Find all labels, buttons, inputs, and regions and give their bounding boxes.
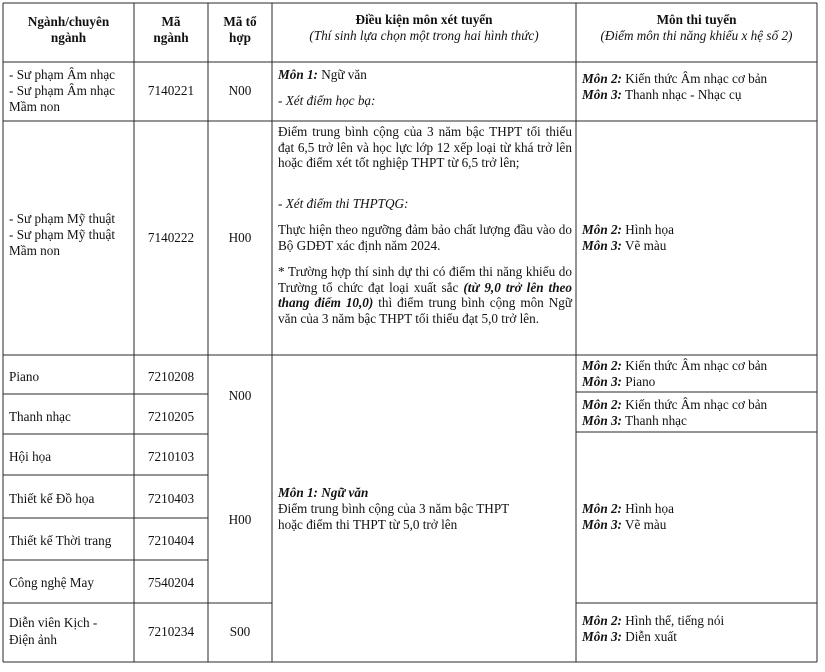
combo-h00-shared: H00	[228, 512, 252, 527]
row9-code: 7210234	[147, 624, 195, 639]
header-combo-line2: hợp	[229, 30, 251, 45]
row2-major-line2: - Sư phạm Mỹ thuật	[9, 227, 116, 242]
row1-exam3: Môn 3: Thanh nhạc - Nhạc cụ	[582, 87, 742, 102]
row4-exam2: Môn 2: Kiến thức Âm nhạc cơ bản	[582, 397, 768, 412]
row2-cond-threshold: Thực hiện theo ngưỡng đảm bảo chất lượng đầu vào do Bộ GDĐT xác định năm 2024.	[278, 222, 572, 253]
header-code-line1: Mã	[161, 14, 181, 29]
row2-cond-hocba-text: Điểm trung bình cộng của 3 năm bậc THPT tối thiểu đạt 6,5 trở lên và học lực lớp 12 xếp loại từ khá trở lên hoặc điểm xét tốt nghiệp THPT từ 6,5 trở lên;	[278, 124, 572, 170]
row4-code: 7210205	[147, 409, 195, 424]
shared-exam2: Môn 2: Hình họa	[582, 501, 674, 516]
row1-exam2: Môn 2: Kiến thức Âm nhạc cơ bản	[582, 71, 768, 86]
row8-code: 7540204	[147, 575, 195, 590]
row4-major: Thanh nhạc	[9, 409, 71, 424]
row5-code: 7210103	[147, 449, 195, 464]
row3-exam2: Môn 2: Kiến thức Âm nhạc cơ bản	[582, 358, 768, 373]
row1-major-line2: - Sư phạm Âm nhạc	[9, 83, 116, 98]
row2-exam2: Môn 2: Hình họa	[582, 222, 674, 237]
row4-exam3: Môn 3: Thanh nhạc	[582, 413, 687, 428]
row6-major: Thiết kế Đồ họa	[9, 491, 95, 506]
shared-cond-subject: Môn 1: Ngữ văn	[278, 485, 369, 500]
shared-cond-line1: Điểm trung bình cộng của 3 năm bậc THPT	[278, 501, 510, 516]
header-major-line2: ngành	[50, 30, 87, 45]
row3-major: Piano	[9, 369, 40, 384]
row1-major-line1: - Sư phạm Âm nhạc	[9, 67, 116, 82]
row9-major-line1: Diễn viên Kịch -	[9, 615, 98, 630]
shared-cond-line2: hoặc điểm thi THPT từ 5,0 trở lên	[278, 517, 458, 532]
shared-exam3: Môn 3: Vẽ màu	[582, 517, 667, 532]
header-code-line2: ngành	[153, 30, 189, 45]
row7-major: Thiết kế Thời trang	[9, 533, 112, 548]
row7-code: 7210404	[147, 533, 195, 548]
row9-exam2: Môn 2: Hình thể, tiếng nói	[582, 613, 725, 628]
row3-exam3: Môn 3: Piano	[582, 374, 656, 389]
header-combo-line1: Mã tổ	[223, 14, 257, 29]
header-major-line1: Ngành/chuyên	[27, 14, 110, 29]
header-exam-note: (Điểm môn thi năng khiếu x hệ số 2)	[600, 28, 793, 43]
row2-cond-thptqg: - Xét điểm thi THPTQG:	[278, 196, 409, 211]
row2-major-line1: - Sư phạm Mỹ thuật	[9, 211, 116, 226]
row1-cond-hocba: - Xét điểm học bạ:	[278, 93, 376, 108]
row9-exam3: Môn 3: Diễn xuất	[582, 629, 677, 644]
row1-cond-subject: Môn 1: Ngữ văn	[278, 67, 367, 82]
row2-exam3: Môn 3: Vẽ màu	[582, 238, 667, 253]
row6-code: 7210403	[147, 491, 195, 506]
row5-major: Hội họa	[9, 449, 52, 464]
header-condition-title: Điều kiện môn xét tuyển	[355, 12, 493, 27]
row9-major-line2: Điện ảnh	[9, 632, 57, 647]
row1-code: 7140221	[147, 83, 195, 98]
row8-major: Công nghệ May	[9, 575, 94, 590]
row9-combo: S00	[229, 624, 251, 639]
header-exam-title: Môn thi tuyển	[656, 12, 737, 27]
row1-combo: N00	[228, 83, 252, 98]
header-condition-note: (Thí sinh lựa chọn một trong hai hình thức)	[309, 28, 539, 43]
row2-combo: H00	[228, 230, 252, 245]
row2-code: 7140222	[147, 230, 195, 245]
combo-n00-shared: N00	[228, 388, 252, 403]
row3-code: 7210208	[147, 369, 195, 384]
row2-major-line3: Mầm non	[9, 243, 60, 258]
row1-major-line3: Mầm non	[9, 99, 60, 114]
row2-cond-exception: * Trường hợp thí sinh dự thi có điểm thi năng khiếu do Trường tổ chức đạt loại xuất sắc (từ 9,0 trở lên theo thang điểm 10,0) thì điểm trung bình cộng môn Ngữ văn của 3 năm bậc THPT tối thiểu đạt 5,0 trở lên.	[278, 264, 572, 326]
